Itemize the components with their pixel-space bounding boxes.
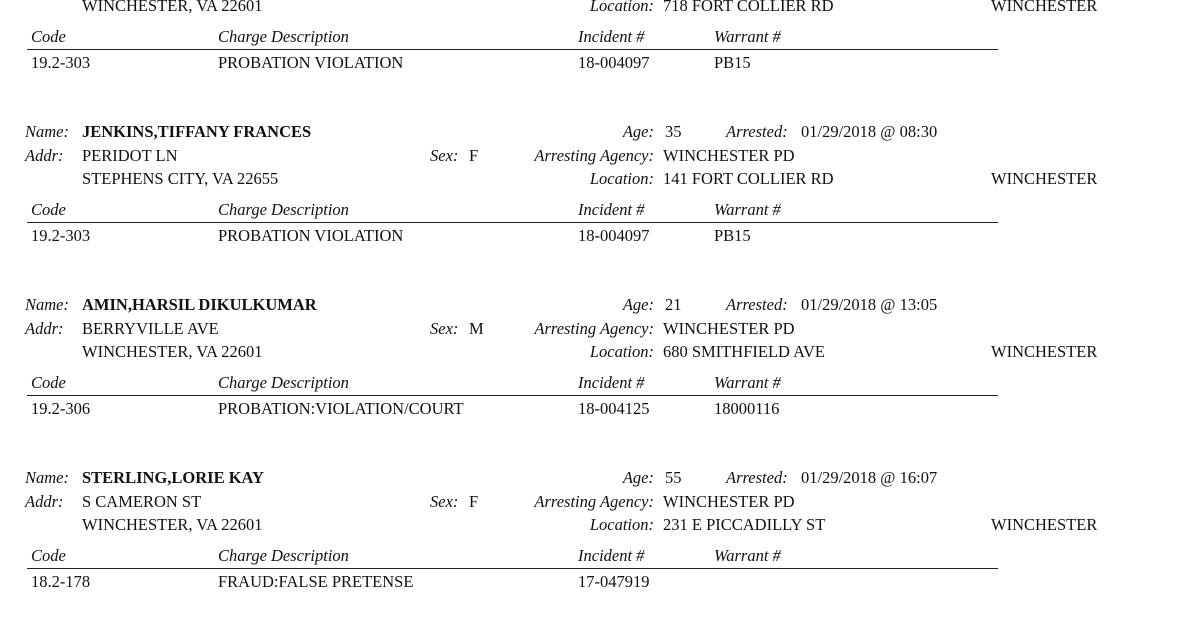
- incident-header: Incident #: [578, 546, 645, 565]
- incident-header: Incident #: [578, 27, 645, 46]
- arrested-label: Arrested:: [726, 122, 788, 141]
- city-state-zip: WINCHESTER, VA 22601: [82, 515, 263, 534]
- age-label: Age:: [622, 295, 654, 314]
- incident-header: Incident #: [578, 200, 645, 219]
- street-address: PERIDOT LN: [82, 146, 178, 165]
- charge-description: FRAUD:FALSE PRETENSE: [218, 572, 414, 591]
- location-value: 141 FORT COLLIER RD: [663, 169, 834, 188]
- arresting-agency-label: Arresting Agency:: [534, 146, 654, 165]
- sex-label: Sex:: [430, 319, 459, 338]
- charge-description: PROBATION:VIOLATION/COURT: [218, 399, 464, 418]
- charge-description-header: Charge Description: [218, 373, 349, 392]
- warrant-header: Warrant #: [714, 200, 781, 219]
- incident-number: 18-004097: [578, 226, 650, 245]
- sex-value: F: [469, 146, 479, 165]
- arrested-datetime: 01/29/2018 @ 16:07: [801, 468, 938, 487]
- sex-value: M: [469, 319, 484, 338]
- city-state-zip: WINCHESTER, VA 22601: [82, 0, 263, 15]
- age-value: 21: [665, 295, 682, 314]
- charge-code: 19.2-306: [31, 399, 91, 418]
- charge-description-header: Charge Description: [218, 546, 349, 565]
- name-label: Name:: [25, 468, 69, 487]
- warrant-header: Warrant #: [714, 373, 781, 392]
- addr-label: Addr:: [25, 319, 64, 338]
- arresting-agency-label: Arresting Agency:: [534, 319, 654, 338]
- addr-label: Addr:: [25, 492, 64, 511]
- incident-number: 17-047919: [578, 572, 650, 591]
- arresting-agency-value: WINCHESTER PD: [663, 492, 795, 511]
- sex-label: Sex:: [430, 492, 459, 511]
- location-value: 231 E PICCADILLY ST: [663, 515, 826, 534]
- city-state-zip: WINCHESTER, VA 22601: [82, 342, 263, 361]
- incident-number: 18-004125: [578, 399, 650, 418]
- addr-label: Addr:: [25, 146, 64, 165]
- location-label: Location:: [589, 515, 654, 534]
- code-header: Code: [31, 373, 66, 392]
- charge-code: 19.2-303: [31, 53, 91, 72]
- location-value: 718 FORT COLLIER RD: [663, 0, 834, 15]
- age-label: Age:: [622, 122, 654, 141]
- code-header: Code: [31, 546, 66, 565]
- person-name: STERLING,LORIE KAY: [82, 468, 264, 487]
- jurisdiction: WINCHESTER: [991, 169, 1098, 188]
- incident-header: Incident #: [578, 373, 645, 392]
- jurisdiction: WINCHESTER: [991, 515, 1098, 534]
- charge-description-header: Charge Description: [218, 200, 349, 219]
- location-label: Location:: [589, 342, 654, 361]
- person-name: AMIN,HARSIL DIKULKUMAR: [82, 295, 317, 314]
- arrested-label: Arrested:: [726, 295, 788, 314]
- charge-code: 18.2-178: [31, 572, 91, 591]
- age-value: 55: [665, 468, 682, 487]
- jurisdiction: WINCHESTER: [991, 342, 1098, 361]
- sex-label: Sex:: [430, 146, 459, 165]
- name-label: Name:: [25, 122, 69, 141]
- arresting-agency-value: WINCHESTER PD: [663, 319, 795, 338]
- warrant-number: PB15: [714, 226, 751, 245]
- name-label: Name:: [25, 295, 69, 314]
- charge-description: PROBATION VIOLATION: [218, 53, 404, 72]
- warrant-number: PB15: [714, 53, 751, 72]
- age-value: 35: [665, 122, 682, 141]
- arrested-label: Arrested:: [726, 468, 788, 487]
- sex-value: F: [469, 492, 479, 511]
- arrest-record: [0, 346, 1200, 591]
- location-value: 680 SMITHFIELD AVE: [663, 342, 825, 361]
- arresting-agency-value: WINCHESTER PD: [663, 146, 795, 165]
- arresting-agency-label: Arresting Agency:: [534, 492, 654, 511]
- warrant-header: Warrant #: [714, 546, 781, 565]
- location-label: Location:: [589, 169, 654, 188]
- arrest-record: [0, 173, 1200, 418]
- jurisdiction: WINCHESTER: [991, 0, 1098, 15]
- person-name: JENKINS,TIFFANY FRANCES: [82, 122, 312, 141]
- arrested-datetime: 01/29/2018 @ 08:30: [801, 122, 938, 141]
- charge-description: PROBATION VIOLATION: [218, 226, 404, 245]
- warrant-header: Warrant #: [714, 27, 781, 46]
- street-address: BERRYVILLE AVE: [82, 319, 219, 338]
- warrant-number: 18000116: [714, 399, 780, 418]
- city-state-zip: STEPHENS CITY, VA 22655: [82, 169, 279, 188]
- street-address: S CAMERON ST: [82, 492, 202, 511]
- arrested-datetime: 01/29/2018 @ 13:05: [801, 295, 938, 314]
- charge-code: 19.2-303: [31, 226, 91, 245]
- location-label: Location:: [589, 0, 654, 15]
- code-header: Code: [31, 200, 66, 219]
- incident-number: 18-004097: [578, 53, 650, 72]
- code-header: Code: [31, 27, 66, 46]
- charge-description-header: Charge Description: [218, 27, 349, 46]
- header-rule: [27, 568, 998, 569]
- arrest-record: [0, 0, 1200, 245]
- age-label: Age:: [622, 468, 654, 487]
